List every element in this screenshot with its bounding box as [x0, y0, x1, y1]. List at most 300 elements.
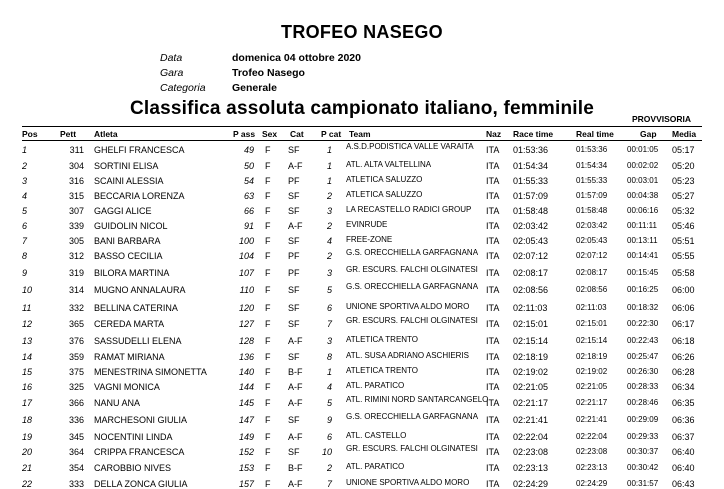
cell-media: 06:43: [672, 479, 695, 489]
cell-pass: 157: [238, 479, 254, 489]
cell-team: A.S.D.PODISTICA VALLE VARAITA: [346, 142, 474, 151]
cell-media: 05:20: [672, 161, 695, 171]
cell-pos: 13: [22, 336, 33, 346]
cell-sex: F: [265, 268, 271, 278]
cell-naz: ITA: [486, 479, 500, 489]
cell-pcat: 7: [326, 319, 332, 329]
cell-media: 05:27: [672, 191, 695, 201]
meta-value: domenica 04 ottobre 2020: [232, 52, 361, 64]
cell-pass: 100: [238, 236, 254, 246]
cell-pass: 66: [243, 206, 254, 216]
cell-naz: ITA: [486, 319, 500, 329]
cell-media: 05:46: [672, 221, 695, 231]
cell-pett: 359: [68, 352, 84, 362]
cell-atleta: BILORA MARTINA: [94, 268, 170, 278]
cell-media: 06:18: [672, 336, 695, 346]
cell-pos: 18: [22, 415, 33, 425]
cell-naz: ITA: [486, 285, 500, 295]
meta-value: Trofeo Nasego: [232, 67, 305, 79]
cell-real-time: 02:23:08: [576, 447, 608, 456]
cell-gap: 00:29:09: [627, 415, 659, 424]
cell-cat: SF: [288, 206, 300, 216]
cell-pass: 128: [238, 336, 254, 346]
cell-pos: 19: [22, 432, 33, 442]
cell-cat: A-F: [288, 432, 303, 442]
cell-cat: SF: [288, 303, 300, 313]
cell-pett: 307: [68, 206, 84, 216]
cell-pos: 6: [22, 221, 28, 231]
cell-team: ATL. RIMINI NORD SANTARCANGELO: [346, 395, 489, 404]
cell-sex: F: [265, 447, 271, 457]
cell-pett: 314: [68, 285, 84, 295]
cell-gap: 00:14:41: [627, 251, 659, 260]
cell-real-time: 02:08:56: [576, 285, 608, 294]
cell-race-time: 02:19:02: [513, 367, 549, 377]
cell-pos: 14: [22, 352, 33, 362]
cell-naz: ITA: [486, 236, 500, 246]
meta-label: Gara: [160, 67, 184, 79]
cell-pass: 127: [238, 319, 254, 329]
meta-label: Data: [160, 52, 183, 64]
cell-atleta: SCAINI ALESSIA: [94, 176, 164, 186]
cell-cat: PF: [288, 176, 300, 186]
cell-race-time: 02:05:43: [513, 236, 549, 246]
cell-cat: SF: [288, 191, 300, 201]
cell-team: UNIONE SPORTIVA ALDO MORO: [346, 478, 470, 487]
cell-naz: ITA: [486, 145, 500, 155]
cell-media: 06:40: [672, 447, 695, 457]
cell-atleta: MENESTRINA SIMONETTA: [94, 367, 207, 377]
cell-gap: 00:30:37: [627, 447, 659, 456]
status-label: PROVVISORIA: [632, 114, 692, 124]
cell-media: 06:06: [672, 303, 695, 313]
cell-gap: 00:25:47: [627, 352, 659, 361]
header-rule-top: [22, 126, 702, 127]
cell-pos: 1: [22, 145, 28, 155]
cell-pass: 49: [243, 145, 254, 155]
cell-pcat: 1: [326, 161, 332, 171]
cell-pcat: 1: [326, 145, 332, 155]
cell-pos: 10: [22, 285, 33, 295]
cell-team: ATL. PARATICO: [346, 462, 405, 471]
cell-pett: 319: [68, 268, 84, 278]
cell-pcat: 3: [326, 268, 332, 278]
cell-media: 05:58: [672, 268, 695, 278]
cell-real-time: 02:08:17: [576, 268, 608, 277]
cell-pass: 107: [238, 268, 254, 278]
cell-pett: 375: [68, 367, 84, 377]
cell-naz: ITA: [486, 336, 500, 346]
cell-real-time: 02:15:01: [576, 319, 608, 328]
cell-media: 05:23: [672, 176, 695, 186]
cell-cat: A-F: [288, 336, 303, 346]
cell-atleta: CRIPPA FRANCESCA: [94, 447, 185, 457]
cell-race-time: 02:15:14: [513, 336, 549, 346]
cell-sex: F: [265, 398, 271, 408]
cell-real-time: 02:07:12: [576, 251, 608, 260]
cell-naz: ITA: [486, 206, 500, 216]
cell-real-time: 01:53:36: [576, 145, 608, 154]
cell-naz: ITA: [486, 463, 500, 473]
cell-sex: F: [265, 285, 271, 295]
cell-pcat: 2: [326, 251, 332, 261]
cell-cat: A-F: [288, 161, 303, 171]
cell-real-time: 01:58:48: [576, 206, 608, 215]
cell-media: 06:17: [672, 319, 695, 329]
cell-pcat: 3: [326, 336, 332, 346]
cell-real-time: 02:15:14: [576, 336, 608, 345]
cell-race-time: 02:21:17: [513, 398, 549, 408]
cell-team: ATLETICA TRENTO: [346, 366, 419, 375]
column-header-gap: Gap: [640, 129, 657, 139]
cell-pett: 316: [68, 176, 84, 186]
cell-gap: 00:03:01: [627, 176, 659, 185]
cell-media: 06:00: [672, 285, 695, 295]
cell-pos: 22: [22, 479, 33, 489]
cell-gap: 00:02:02: [627, 161, 659, 170]
cell-pos: 3: [22, 176, 28, 186]
cell-gap: 00:18:32: [627, 303, 659, 312]
cell-pcat: 10: [321, 447, 332, 457]
cell-pett: 336: [68, 415, 84, 425]
cell-cat: SF: [288, 415, 300, 425]
cell-race-time: 02:23:13: [513, 463, 549, 473]
cell-race-time: 02:22:04: [513, 432, 549, 442]
cell-team: UNIONE SPORTIVA ALDO MORO: [346, 302, 470, 311]
cell-naz: ITA: [486, 352, 500, 362]
cell-media: 06:28: [672, 367, 695, 377]
cell-pett: 376: [68, 336, 84, 346]
cell-gap: 00:26:30: [627, 367, 659, 376]
cell-race-time: 02:07:12: [513, 251, 549, 261]
cell-race-time: 01:53:36: [513, 145, 549, 155]
cell-pcat: 6: [326, 303, 332, 313]
cell-pett: 311: [69, 145, 84, 155]
cell-atleta: NANU ANA: [94, 398, 141, 408]
cell-atleta: VAGNI MONICA: [94, 382, 160, 392]
cell-pcat: 1: [326, 367, 332, 377]
cell-real-time: 02:21:05: [576, 382, 608, 391]
cell-pcat: 9: [326, 415, 332, 425]
cell-gap: 00:31:57: [627, 479, 659, 488]
cell-pos: 9: [22, 268, 28, 278]
cell-team: EVINRUDE: [346, 220, 388, 229]
cell-team: ATL. CASTELLO: [346, 431, 407, 440]
cell-gap: 00:04:38: [627, 191, 659, 200]
cell-naz: ITA: [486, 191, 500, 201]
cell-cat: PF: [288, 251, 300, 261]
cell-sex: F: [265, 145, 271, 155]
cell-gap: 00:22:43: [627, 336, 659, 345]
cell-pass: 145: [238, 398, 254, 408]
cell-pass: 63: [243, 191, 254, 201]
cell-cat: SF: [288, 352, 300, 362]
cell-pass: 110: [239, 285, 254, 295]
column-header-sex: Sex: [262, 129, 278, 139]
cell-naz: ITA: [486, 398, 500, 408]
cell-pass: 120: [238, 303, 254, 313]
cell-media: 06:35: [672, 398, 695, 408]
cell-naz: ITA: [486, 432, 500, 442]
cell-sex: F: [265, 336, 271, 346]
cell-atleta: GUIDOLIN NICOL: [94, 221, 168, 231]
cell-sex: F: [265, 191, 271, 201]
cell-pcat: 5: [326, 398, 332, 408]
cell-race-time: 02:08:17: [513, 268, 549, 278]
cell-pos: 5: [22, 206, 28, 216]
cell-atleta: CEREDA MARTA: [94, 319, 165, 329]
cell-atleta: NOCENTINI LINDA: [94, 432, 173, 442]
cell-sex: F: [265, 352, 271, 362]
cell-gap: 00:28:46: [627, 398, 659, 407]
cell-sex: F: [265, 176, 271, 186]
cell-pcat: 7: [326, 479, 332, 489]
cell-real-time: 02:05:43: [576, 236, 608, 245]
cell-pos: 16: [22, 382, 33, 392]
cell-atleta: GHELFI FRANCESCA: [94, 145, 185, 155]
cell-gap: 00:16:25: [627, 285, 659, 294]
cell-sex: F: [265, 367, 271, 377]
cell-pos: 7: [22, 236, 28, 246]
cell-atleta: RAMAT MIRIANA: [94, 352, 165, 362]
cell-pcat: 2: [326, 463, 332, 473]
cell-pcat: 6: [326, 432, 332, 442]
cell-naz: ITA: [486, 176, 500, 186]
page-title: TROFEO NASEGO: [281, 22, 443, 42]
cell-media: 06:36: [672, 415, 695, 425]
cell-race-time: 02:03:42: [513, 221, 549, 231]
cell-real-time: 02:22:04: [576, 432, 608, 441]
cell-pett: 333: [68, 479, 84, 489]
cell-team: ATLETICA TRENTO: [346, 335, 419, 344]
meta-value: Generale: [232, 82, 277, 94]
cell-team: ATLETICA SALUZZO: [346, 190, 423, 199]
cell-pett: 366: [68, 398, 84, 408]
cell-race-time: 01:55:33: [513, 176, 549, 186]
cell-pett: 325: [68, 382, 84, 392]
cell-sex: F: [265, 415, 271, 425]
cell-cat: A-F: [288, 398, 303, 408]
cell-naz: ITA: [486, 251, 500, 261]
cell-atleta: MARCHESONI GIULIA: [94, 415, 188, 425]
cell-race-time: 02:18:19: [513, 352, 549, 362]
cell-team: GR. ESCURS. FALCHI OLGINATESI: [346, 444, 478, 453]
cell-pett: 364: [68, 447, 84, 457]
cell-gap: 00:30:42: [627, 463, 659, 472]
cell-media: 05:32: [672, 206, 695, 216]
cell-cat: B-F: [288, 463, 303, 473]
cell-race-time: 01:58:48: [513, 206, 549, 216]
cell-pcat: 4: [326, 236, 332, 246]
cell-atleta: BANI BARBARA: [94, 236, 161, 246]
cell-pos: 11: [22, 303, 32, 313]
cell-race-time: 01:57:09: [513, 191, 549, 201]
cell-atleta: SASSUDELLI ELENA: [94, 336, 182, 346]
cell-team: GR. ESCURS. FALCHI OLGINATESI: [346, 316, 478, 325]
cell-team: FREE-ZONE: [346, 235, 393, 244]
cell-pass: 54: [243, 176, 254, 186]
cell-pass: 104: [238, 251, 254, 261]
cell-pass: 152: [238, 447, 254, 457]
cell-sex: F: [265, 463, 271, 473]
cell-real-time: 02:19:02: [576, 367, 608, 376]
cell-real-time: 02:11:03: [576, 303, 607, 312]
cell-pos: 20: [22, 447, 33, 457]
cell-cat: A-F: [288, 479, 303, 489]
cell-atleta: MUGNO ANNALAURA: [94, 285, 186, 295]
cell-team: ATLETICA SALUZZO: [346, 175, 423, 184]
cell-pos: 8: [22, 251, 28, 261]
cell-real-time: 01:55:33: [576, 176, 608, 185]
column-header-naz: Naz: [486, 129, 502, 139]
cell-pett: 315: [68, 191, 84, 201]
cell-cat: SF: [288, 236, 300, 246]
column-header-pcat: P cat: [321, 129, 342, 139]
column-header-pett: Pett: [60, 129, 77, 139]
cell-real-time: 02:18:19: [576, 352, 608, 361]
cell-gap: 00:13:11: [627, 236, 658, 245]
cell-naz: ITA: [486, 161, 500, 171]
cell-sex: F: [265, 479, 271, 489]
cell-pass: 149: [238, 432, 254, 442]
cell-race-time: 02:23:08: [513, 447, 549, 457]
cell-race-time: 02:21:41: [513, 415, 549, 425]
header-rule-bottom: [22, 140, 702, 141]
cell-gap: 00:15:45: [627, 268, 659, 277]
cell-media: 06:40: [672, 463, 695, 473]
cell-pass: 140: [238, 367, 254, 377]
cell-real-time: 02:21:41: [576, 415, 608, 424]
cell-pass: 50: [243, 161, 254, 171]
cell-team: G.S. ORECCHIELLA GARFAGNANA: [346, 282, 479, 291]
cell-pett: 312: [68, 251, 84, 261]
cell-naz: ITA: [486, 303, 500, 313]
cell-pcat: 1: [326, 176, 332, 186]
cell-sex: F: [265, 432, 271, 442]
cell-pcat: 4: [326, 382, 332, 392]
cell-pcat: 8: [326, 352, 332, 362]
cell-pcat: 2: [326, 191, 332, 201]
cell-pass: 153: [238, 463, 254, 473]
cell-team: ATL. PARATICO: [346, 381, 405, 390]
cell-pass: 144: [238, 382, 254, 392]
cell-sex: F: [265, 236, 271, 246]
column-header-cat: Cat: [290, 129, 304, 139]
cell-real-time: 02:21:17: [576, 398, 608, 407]
cell-sex: F: [265, 251, 271, 261]
cell-sex: F: [265, 382, 271, 392]
cell-race-time: 02:24:29: [513, 479, 549, 489]
cell-team: GR. ESCURS. FALCHI OLGINATESI: [346, 265, 478, 274]
cell-pcat: 2: [326, 221, 332, 231]
column-header-race-time: Race time: [513, 129, 554, 139]
column-header-media: Media: [672, 129, 697, 139]
cell-gap: 00:11:11: [627, 221, 657, 230]
cell-atleta: GAGGI ALICE: [94, 206, 152, 216]
cell-pett: 339: [68, 221, 84, 231]
cell-media: 06:37: [672, 432, 695, 442]
cell-cat: SF: [288, 319, 300, 329]
column-header-team: Team: [349, 129, 371, 139]
cell-pcat: 3: [326, 206, 332, 216]
cell-sex: F: [265, 206, 271, 216]
cell-pos: 4: [22, 191, 28, 201]
cell-pett: 332: [68, 303, 84, 313]
cell-gap: 00:01:05: [627, 145, 659, 154]
cell-race-time: 01:54:34: [513, 161, 549, 171]
cell-atleta: BECCARIA LORENZA: [94, 191, 185, 201]
cell-pos: 12: [22, 319, 33, 329]
cell-sex: F: [265, 221, 271, 231]
cell-atleta: BASSO CECILIA: [94, 251, 163, 261]
cell-pos: 2: [22, 161, 28, 171]
cell-team: LA RECASTELLO RADICI GROUP: [346, 205, 472, 214]
cell-race-time: 02:21:05: [513, 382, 549, 392]
cell-naz: ITA: [486, 447, 500, 457]
cell-atleta: BELLINA CATERINA: [94, 303, 178, 313]
cell-sex: F: [265, 303, 271, 313]
cell-pett: 354: [68, 463, 84, 473]
cell-pett: 365: [68, 319, 84, 329]
cell-team: ATL. SUSA ADRIANO ASCHIERIS: [346, 351, 469, 360]
cell-cat: A-F: [288, 382, 303, 392]
cell-real-time: 02:03:42: [576, 221, 608, 230]
cell-pcat: 5: [326, 285, 332, 295]
cell-pos: 15: [22, 367, 33, 377]
cell-real-time: 01:54:34: [576, 161, 608, 170]
cell-atleta: DELLA ZONCA GIULIA: [94, 479, 188, 489]
ranking-subtitle: Classifica assoluta campionato italiano, femminile: [129, 98, 595, 119]
cell-gap: 00:06:16: [627, 206, 659, 215]
cell-team: G.S. ORECCHIELLA GARFAGNANA: [346, 412, 479, 421]
cell-naz: ITA: [486, 268, 500, 278]
cell-gap: 00:29:33: [627, 432, 659, 441]
cell-media: 06:34: [672, 382, 695, 392]
cell-naz: ITA: [486, 415, 500, 425]
cell-race-time: 02:11:03: [513, 303, 548, 313]
cell-media: 05:55: [672, 251, 695, 261]
cell-atleta: SORTINI ELISA: [94, 161, 159, 171]
cell-pett: 345: [68, 432, 84, 442]
cell-sex: F: [265, 319, 271, 329]
cell-pass: 136: [238, 352, 254, 362]
cell-team: G.S. ORECCHIELLA GARFAGNANA: [346, 248, 479, 257]
cell-gap: 00:22:30: [627, 319, 659, 328]
cell-real-time: 02:24:29: [576, 479, 608, 488]
cell-pass: 147: [238, 415, 254, 425]
cell-atleta: CAROBBIO NIVES: [94, 463, 172, 473]
cell-pett: 305: [68, 236, 84, 246]
meta-label: Categoria: [160, 82, 206, 94]
cell-pett: 304: [68, 161, 84, 171]
column-header-pos: Pos: [22, 129, 38, 139]
cell-real-time: 01:57:09: [576, 191, 608, 200]
cell-race-time: 02:08:56: [513, 285, 549, 295]
cell-cat: B-F: [288, 367, 303, 377]
column-header-pass: P ass: [233, 129, 256, 139]
column-header-real-time: Real time: [576, 129, 614, 139]
cell-pass: 91: [243, 221, 254, 231]
cell-cat: A-F: [288, 221, 303, 231]
cell-race-time: 02:15:01: [513, 319, 549, 329]
cell-real-time: 02:23:13: [576, 463, 608, 472]
cell-naz: ITA: [486, 367, 500, 377]
cell-media: 05:17: [672, 145, 695, 155]
cell-pos: 21: [22, 463, 33, 473]
cell-cat: PF: [288, 268, 300, 278]
cell-cat: SF: [288, 285, 300, 295]
cell-team: ATL. ALTA VALTELLINA: [346, 160, 432, 169]
